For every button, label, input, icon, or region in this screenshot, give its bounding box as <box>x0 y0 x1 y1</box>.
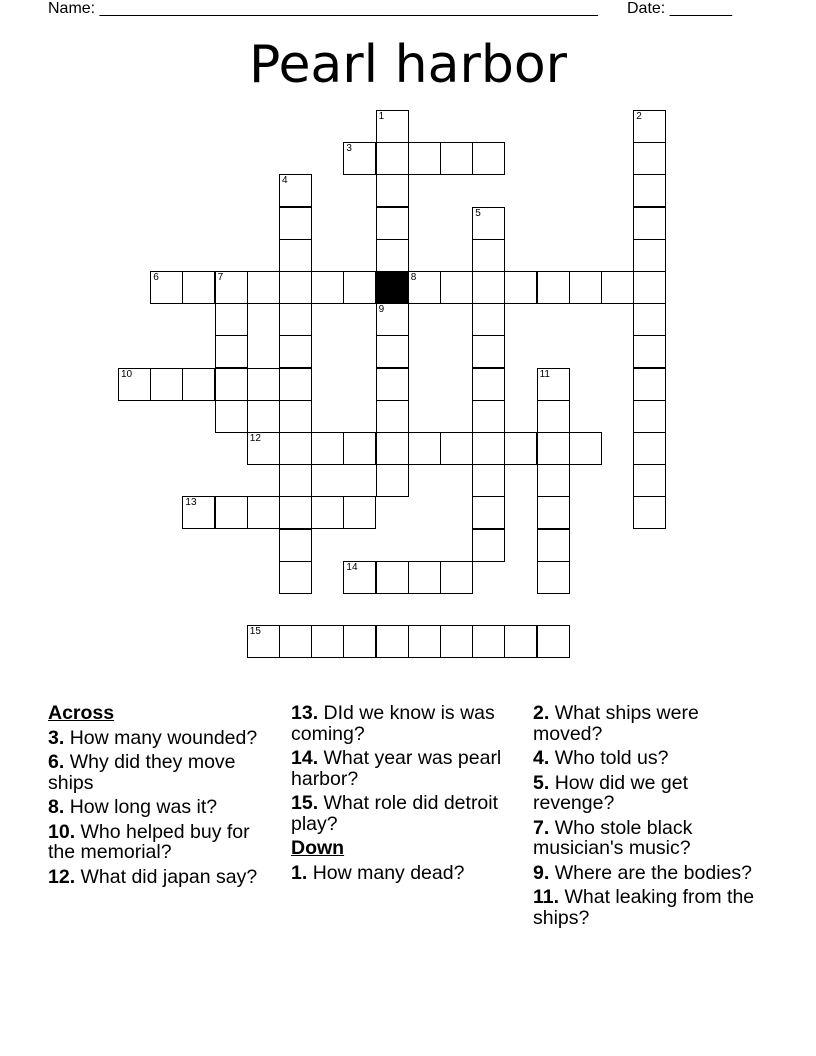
down-clue-9: 9. Where are the bodies? <box>533 861 752 884</box>
grid-cell[interactable] <box>633 368 666 401</box>
down-clue-7: 7. Who stole black musician's music? <box>533 816 693 859</box>
grid-cell[interactable] <box>472 496 505 529</box>
grid-cell[interactable] <box>504 432 537 465</box>
down-clue-1: 1. How many dead? <box>291 861 465 884</box>
grid-cell[interactable] <box>279 529 312 562</box>
clue-number: 4 <box>282 175 288 187</box>
across-clue-15: 15. What role did detroit play? <box>291 792 499 835</box>
across-clue-6: 6. Why did they move ships <box>48 751 236 794</box>
grid-cell[interactable] <box>472 368 505 401</box>
grid-cell[interactable] <box>376 207 409 240</box>
grid-cell[interactable] <box>311 432 344 465</box>
grid-cell[interactable] <box>343 432 376 465</box>
grid-cell[interactable] <box>569 271 602 304</box>
across-clue-3: 3. How many wounded? <box>48 726 258 749</box>
across-heading: Across <box>48 702 115 724</box>
clue-column-1 <box>48 703 280 891</box>
grid-cell[interactable] <box>537 561 570 594</box>
grid-cell[interactable] <box>440 561 473 594</box>
grid-cell[interactable] <box>376 368 409 401</box>
clue-number: 8 <box>410 272 417 283</box>
clue-number: 6 <box>153 272 159 283</box>
grid-cell[interactable] <box>215 400 248 433</box>
grid-cell[interactable] <box>537 432 570 465</box>
grid-cell[interactable] <box>633 464 666 497</box>
date-line: Date: _______ <box>627 0 732 17</box>
grid-cell[interactable] <box>376 174 409 207</box>
grid-cell[interactable] <box>440 142 473 175</box>
grid-cell[interactable] <box>633 239 666 272</box>
grid-cell[interactable] <box>376 400 409 433</box>
grid-cell[interactable] <box>472 625 505 658</box>
clue-number: 5 <box>475 207 481 219</box>
grid-cell[interactable] <box>537 529 570 562</box>
grid-cell[interactable] <box>279 303 312 336</box>
grid-cell[interactable] <box>182 368 215 401</box>
grid-cell[interactable] <box>279 368 312 401</box>
grid-cell[interactable] <box>215 335 248 368</box>
grid-cell[interactable] <box>279 432 312 465</box>
grid-cell[interactable] <box>472 239 505 272</box>
grid-cell[interactable] <box>215 496 248 529</box>
grid-cell[interactable] <box>279 561 312 594</box>
clue-number: 2 <box>636 111 642 122</box>
clue-column-3 <box>533 703 765 932</box>
grid-cell[interactable] <box>247 368 280 401</box>
grid-cell[interactable] <box>150 271 183 304</box>
grid-cell[interactable] <box>633 174 666 207</box>
grid-cell[interactable] <box>472 400 505 433</box>
grid-cell[interactable] <box>537 400 570 433</box>
grid-cell[interactable] <box>633 496 666 529</box>
across-clue-10: 10. Who helped buy for the memorial? <box>48 820 250 863</box>
across-clue-14: 14. What year was pearl harbor? <box>291 747 502 790</box>
grid-cell[interactable] <box>440 625 473 658</box>
grid-cell[interactable] <box>376 432 409 465</box>
grid-cell[interactable] <box>633 432 666 465</box>
grid-cell[interactable] <box>343 271 376 304</box>
grid-cell[interactable] <box>633 110 666 143</box>
grid-cell[interactable] <box>601 271 634 304</box>
grid-cell[interactable] <box>440 271 473 304</box>
grid-cell[interactable] <box>472 464 505 497</box>
grid-cell[interactable] <box>537 368 570 401</box>
grid-cell[interactable] <box>504 271 537 304</box>
grid-cell[interactable] <box>279 400 312 433</box>
grid-cell[interactable] <box>215 368 248 401</box>
grid-cell[interactable] <box>376 335 409 368</box>
grid-cell[interactable] <box>472 432 505 465</box>
grid-cell[interactable] <box>472 335 505 368</box>
grid-cell[interactable] <box>408 561 441 594</box>
clue-number: 9 <box>378 304 385 316</box>
down-clue-4: 4. Who told us? <box>533 747 669 769</box>
grid-cell[interactable] <box>311 496 344 529</box>
grid-cell[interactable] <box>376 142 409 175</box>
grid-cell[interactable] <box>376 464 409 497</box>
grid-cell[interactable] <box>279 464 312 497</box>
grid-cell[interactable] <box>376 561 409 594</box>
clue-number: 1 <box>378 111 385 122</box>
grid-cell[interactable] <box>633 271 666 304</box>
puzzle-title: Pearl harbor <box>248 35 568 95</box>
name-line: Name: ________________________________________________________ <box>48 0 598 17</box>
grid-cell[interactable] <box>376 303 409 336</box>
grid-cell[interactable] <box>376 625 409 658</box>
grid-cell[interactable] <box>343 142 376 175</box>
grid-cell[interactable] <box>537 464 570 497</box>
clue-number: 7 <box>217 272 224 283</box>
grid-cell[interactable] <box>215 303 248 336</box>
grid-cell[interactable] <box>633 142 666 175</box>
grid-cell[interactable] <box>343 625 376 658</box>
grid-cell[interactable] <box>472 271 505 304</box>
clue-number: 3 <box>346 143 352 155</box>
down-heading: Down <box>291 837 345 859</box>
across-clue-13: 13. DId we know is was coming? <box>291 702 495 745</box>
across-clue-8: 8. How long was it? <box>48 796 218 818</box>
down-clue-5: 5. How did we get revenge? <box>533 771 689 814</box>
grid-cell[interactable] <box>569 432 602 465</box>
grid-cell[interactable] <box>343 561 376 594</box>
grid-cell[interactable] <box>633 335 666 368</box>
grid-cell[interactable] <box>118 368 151 401</box>
grid-cell[interactable] <box>633 303 666 336</box>
grid-cell[interactable] <box>182 496 215 529</box>
grid-cell[interactable] <box>472 142 505 175</box>
grid-cell[interactable] <box>343 496 376 529</box>
clue-number: 14 <box>346 561 358 573</box>
black-square <box>376 271 409 304</box>
grid-cell[interactable] <box>408 625 441 658</box>
clue-number: 13 <box>185 497 197 509</box>
grid-cell[interactable] <box>408 271 441 304</box>
grid-cell[interactable] <box>279 239 312 272</box>
grid-cell[interactable] <box>150 368 183 401</box>
grid-cell[interactable] <box>247 432 280 465</box>
clue-number: 11 <box>539 368 550 380</box>
clue-column-2 <box>291 703 523 887</box>
grid-cell[interactable] <box>279 271 312 304</box>
grid-cell[interactable] <box>472 303 505 336</box>
across-clue-12: 12. What did japan say? <box>48 865 258 888</box>
grid-cell[interactable] <box>279 625 312 658</box>
grid-cell[interactable] <box>440 432 473 465</box>
grid-cell[interactable] <box>537 496 570 529</box>
down-clue-2: 2. What ships were moved? <box>533 702 699 745</box>
grid-cell[interactable] <box>472 207 505 240</box>
grid-cell[interactable] <box>247 496 280 529</box>
grid-cell[interactable] <box>215 271 248 304</box>
grid-cell[interactable] <box>537 271 570 304</box>
grid-cell[interactable] <box>279 207 312 240</box>
clue-number: 12 <box>249 433 261 444</box>
grid-cell[interactable] <box>408 432 441 465</box>
down-clue-11: 11. What leaking from the ships? <box>533 886 755 929</box>
grid-cell[interactable] <box>472 529 505 562</box>
grid-cell[interactable] <box>504 625 537 658</box>
grid-cell[interactable] <box>376 110 409 143</box>
grid-cell[interactable] <box>279 496 312 529</box>
grid-cell[interactable] <box>279 174 312 207</box>
grid-cell[interactable] <box>247 625 280 658</box>
grid-cell[interactable] <box>311 271 344 304</box>
grid-cell[interactable] <box>408 142 441 175</box>
clue-number: 15 <box>249 626 261 638</box>
grid-cell[interactable] <box>247 271 280 304</box>
clue-number: 10 <box>121 368 133 380</box>
grid-cell[interactable] <box>311 625 344 658</box>
grid-cell[interactable] <box>537 625 570 658</box>
grid-cell[interactable] <box>182 271 215 304</box>
grid-cell[interactable] <box>633 207 666 240</box>
grid-cell[interactable] <box>633 400 666 433</box>
grid-cell[interactable] <box>279 335 312 368</box>
grid-cell[interactable] <box>376 239 409 272</box>
